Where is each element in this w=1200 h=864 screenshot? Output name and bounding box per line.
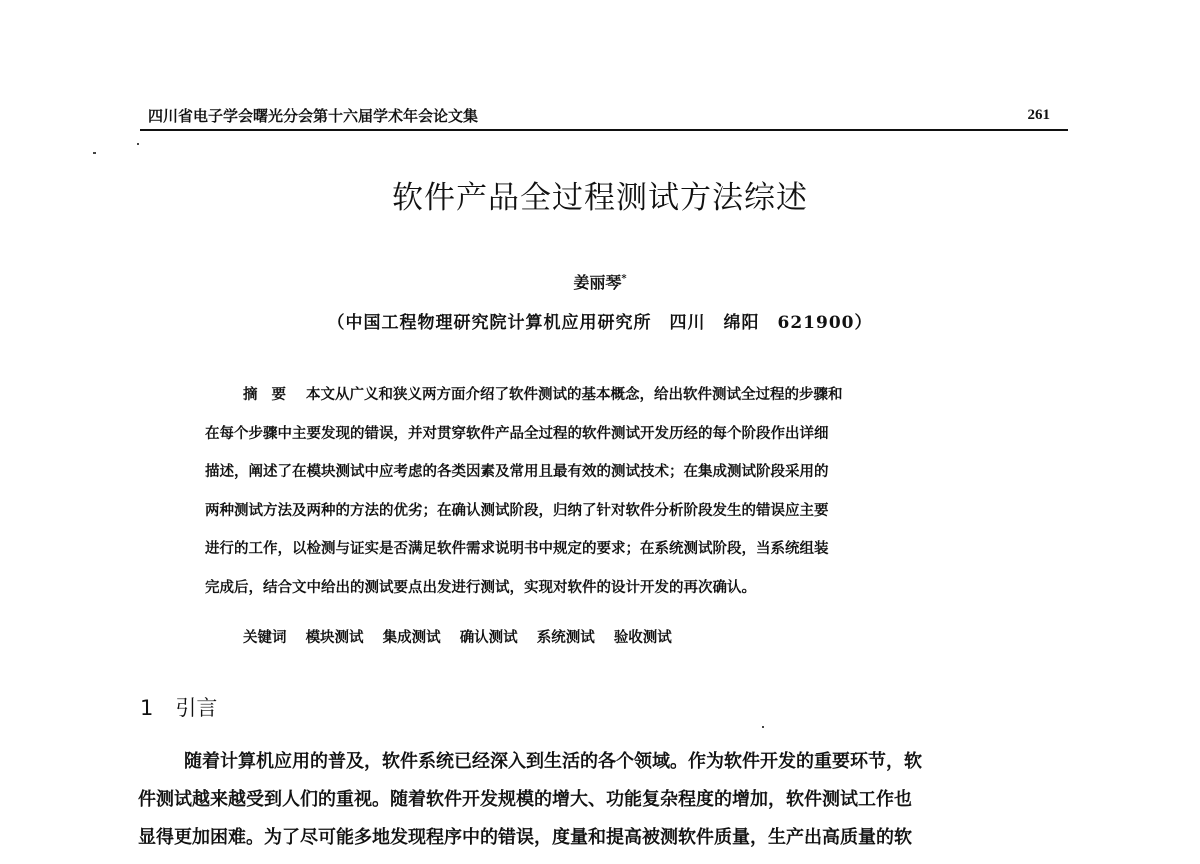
body-line: 随着计算机应用的普及，软件系统已经深入到生活的各个领域。作为软件开发的重要环节，软 [184,751,922,772]
abstract-line-text: 本文从广义和狭义两方面介绍了软件测试的基本概念，给出软件测试全过程的步骤和 [306,387,843,403]
author [0,270,1200,293]
keywords-label: 关键词 [243,630,287,646]
author-footnote-mark: * [621,273,627,285]
abstract-line: 描述，阐述了在模块测试中应考虑的各类因素及常用且最有效的测试技术；在集成测试阶段采用的 [205,464,829,480]
keyword: 集成测试 [382,630,441,646]
keyword: 模块测试 [305,630,364,646]
abstract-label: 摘要 [243,387,300,403]
section-title: 引言 [175,696,218,720]
abstract-line: 在每个步骤中主要发现的错误，并对贯穿软件产品全过程的软件测试开发历经的每个阶段作出详细 [205,425,829,442]
keyword: 验收测试 [613,630,672,646]
keyword: 系统测试 [536,630,595,646]
keyword: 确认测试 [459,630,518,646]
section-heading [140,692,217,722]
proceedings-title: 四川省电子学会曙光分会第十六届学术年会论文集 [148,107,479,125]
body-text [138,750,1072,864]
body-line: 显得更加困难。为了尽可能多地发现程序中的错误，度量和提高被测软件质量，生产出高质量的软 [138,827,912,848]
section-number: 1 [140,696,154,720]
body-line: 件测试越来越受到人们的重视。随着软件开发规模的增大、功能复杂程度的增加，软件测试工作也 [138,789,912,810]
page-number: 261 [1027,107,1050,123]
running-header [140,103,1068,131]
affiliation: （中国工程物理研究院计算机应用研究所 四川 绵阳 621900） [327,313,873,333]
abstract-line [205,385,1005,424]
abstract-line: 进行的工作，以检测与证实是否满足软件需求说明书中规定的要求；在系统测试阶段，当系统组装 [205,541,829,557]
abstract [205,385,1005,616]
author-name: 姜丽琴 [573,273,622,292]
abstract-line: 完成后，结合文中给出的测试要点出发进行测试，实现对软件的设计开发的再次确认。 [205,579,756,596]
abstract-line: 两种测试方法及两种的方法的优劣；在确认测试阶段，归纳了针对软件分析阶段发生的错误应主要 [205,502,829,519]
scan-speck [137,143,139,145]
paper-title: 软件产品全过程测试方法综述 [392,180,808,216]
scan-speck [762,726,764,728]
scan-speck [93,152,96,154]
keywords [243,626,686,647]
